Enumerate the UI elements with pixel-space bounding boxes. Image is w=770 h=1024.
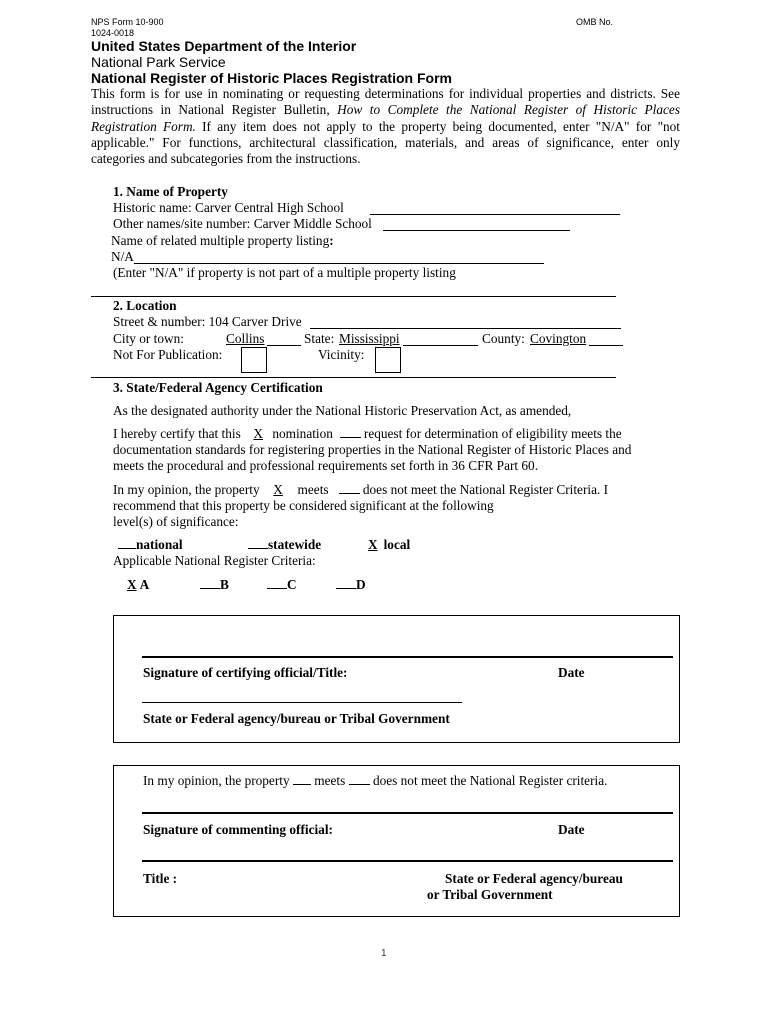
commenting-signature-line[interactable] (142, 812, 673, 814)
historic-name-value[interactable]: Carver Central High School (194, 200, 344, 215)
certifying-signature-line[interactable] (142, 656, 673, 658)
street-underline (310, 328, 621, 329)
criteria-d[interactable]: D (336, 577, 366, 593)
state-value[interactable]: Mississippi (339, 331, 400, 346)
level-local[interactable]: X local (368, 537, 411, 552)
street-value[interactable]: 104 Carver Drive (208, 314, 302, 329)
commenting-agency-line2: or Tribal Government (427, 887, 553, 902)
section2-heading: 2. Location (113, 298, 177, 313)
not-for-publication-label: Not For Publication: (113, 347, 223, 362)
commenting-opinion: In my opinion, the property meets does not meet the National Register criteria. (143, 773, 608, 788)
does-not-meet-blank[interactable] (339, 482, 360, 494)
commenting-signature-label: Signature of commenting official: (143, 822, 333, 837)
city-value[interactable]: Collins (226, 331, 265, 346)
not-for-publication-checkbox[interactable] (241, 347, 267, 373)
street-row: Street & number: 104 Carver Drive (113, 314, 302, 329)
certifying-date-label: Date (558, 665, 585, 680)
omb-number: 1024-0018 (91, 28, 135, 38)
county-label: County: (482, 331, 525, 346)
section-divider-1 (91, 296, 616, 297)
meets-mark[interactable]: X (273, 482, 283, 497)
comment-meets-blank[interactable] (293, 773, 311, 785)
commenting-agency-line1: State or Federal agency/bureau (445, 871, 623, 886)
county-value[interactable]: Covington (530, 331, 587, 346)
form-title: National Register of Historic Places Registration Form (91, 70, 452, 86)
historic-name-row: Historic name: Carver Central High School (113, 200, 344, 215)
level-statewide[interactable]: statewide (248, 537, 321, 553)
criteria-c[interactable]: C (267, 577, 297, 593)
criteria-a[interactable]: X A (127, 577, 150, 592)
vicinity-label: Vicinity: (318, 347, 365, 362)
commenting-title-line[interactable] (142, 860, 673, 862)
section1-heading: 1. Name of Property (113, 184, 228, 199)
historic-name-underline (370, 214, 620, 215)
state-label: State: (304, 331, 335, 346)
agency-label: State or Federal agency/bureau or Tribal Government (143, 711, 450, 726)
certify-paragraph: I hereby certify that this X nomination request for determination of eligibility meets the documentation standards for registering properties in the National Register of Historic Places and meets the procedural and professional requirements set forth in 36 CFR Part 60. (113, 426, 632, 474)
criteria-b[interactable]: B (200, 577, 229, 593)
other-names-value[interactable]: Carver Middle School (253, 216, 372, 231)
section-divider-2 (91, 377, 616, 378)
certifying-signature-label: Signature of certifying official/Title: (143, 665, 348, 680)
department-heading: United States Department of the Interior (91, 38, 357, 54)
form-number: NPS Form 10-900 (91, 17, 164, 27)
city-underline (267, 345, 301, 346)
city-label: City or town: (113, 331, 184, 346)
comment-does-not-meet-blank[interactable] (349, 773, 370, 785)
related-listing-value[interactable]: N/A (111, 249, 134, 264)
commenting-title-label: Title : (143, 871, 178, 886)
other-names-row: Other names/site number: Carver Middle School (113, 216, 372, 231)
request-determination-blank[interactable] (340, 426, 361, 438)
vicinity-checkbox[interactable] (375, 347, 401, 373)
section3-heading: 3. State/Federal Agency Certification (113, 380, 323, 395)
omb-label: OMB No. (576, 17, 614, 27)
opinion-paragraph: In my opinion, the property X meets does not meet the National Register Criteria. I recommend that this property be considered significant at the following level(s) of significance: (113, 482, 609, 530)
other-names-underline (383, 230, 570, 231)
service-heading: National Park Service (91, 54, 226, 70)
commenting-date-label: Date (558, 822, 585, 837)
authority-text: As the designated authority under the National Historic Preservation Act, as amended, (113, 403, 572, 418)
state-underline (403, 345, 478, 346)
related-listing-label: Name of related multiple property listing: (111, 233, 334, 248)
page-number: 1 (381, 948, 387, 959)
county-underline (589, 345, 623, 346)
agency-signature-line[interactable] (142, 702, 462, 703)
related-listing-underline (134, 263, 544, 264)
intro-paragraph: This form is for use in nominating or requesting determinations for individual properties and districts. See instructions in National Register Bulletin, How to Complete the National Register of Historic Places Registration Form. If any item does not apply to the property being documented, enter "N/A" for "not applicable." For functions, architectural classification, materials, and areas of significance, enter only categories and subcategories from the instructions. (91, 86, 680, 167)
related-listing-note: (Enter "N/A" if property is not part of a multiple property listing (113, 265, 456, 280)
nomination-mark[interactable]: X (253, 426, 264, 441)
criteria-label: Applicable National Register Criteria: (113, 553, 316, 568)
level-national[interactable]: national (118, 537, 183, 553)
